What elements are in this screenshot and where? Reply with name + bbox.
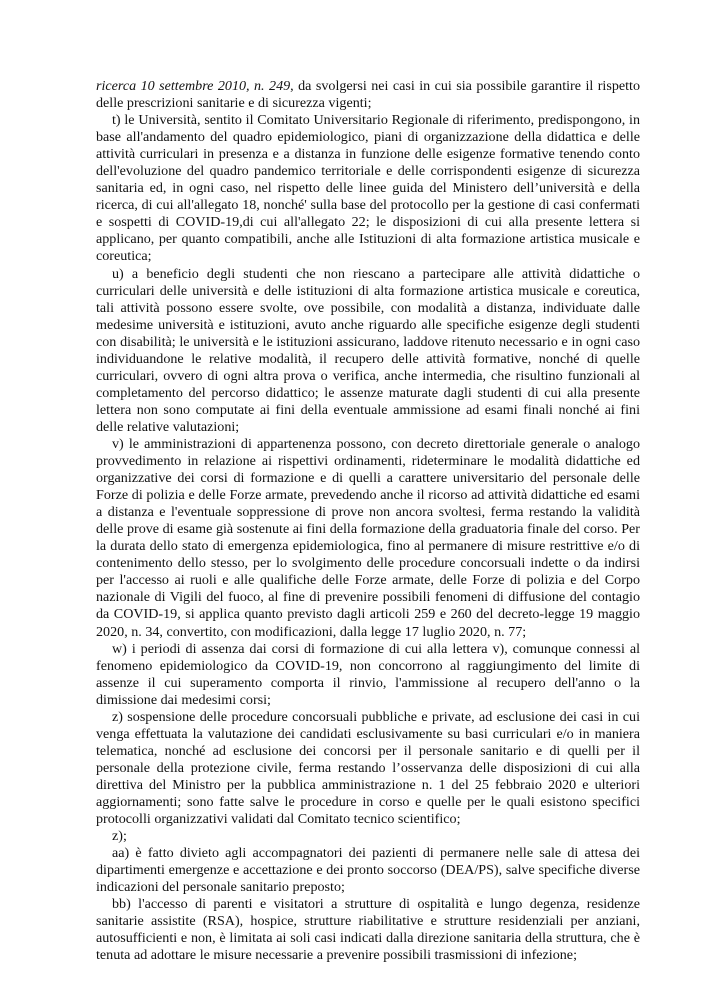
paragraph-z1: z) sospensione delle procedure concorsuali pubbliche e private, ad esclusione dei casi in cui venga effettuata la valutazione dei candidati esclusivamente su basi curriculari e/o in maniera telematica, nonché ad esclusione dei concorsi per il personale sanitario e di quelli per il personale della protezione civile, ferma restando l’osservanza delle disposizioni di cui alla direttiva del Ministro per la pubblica amministrazione n. 1 del 25 febbraio 2020 e ulteriori aggiornamenti; sono fatte salve le procedure in corso e quelle per le quali esistono specifici protocolli organizzativi validati dal Comitato tecnico scientifico;	[96, 708, 640, 828]
paragraph-continuation-text: , da svolgersi nei casi in cui sia possibile garantire il rispetto delle prescrizioni sanitarie e di sicurezza vigenti;	[96, 78, 640, 112]
paragraph-w: w) i periodi di assenza dai corsi di formazione di cui alla lettera v), comunque connessi al fenomeno epidemiologico da COVID-19, non concorrono al raggiungimento del limite di assenze il cui superamento comporta il rinvio, l'ammissione al recupero dell'anno o la dimissione dai medesimi corsi;	[96, 640, 640, 708]
paragraph-t: t) le Università, sentito il Comitato Universitario Regionale di riferimento, predispongono, in base all'andamento del quadro epidemiologico, piani di organizzazione della didattica e delle attività curriculari in presenza e a distanza in funzione delle esigenze formative tenendo conto dell'evoluzione del quadro pandemico territoriale e delle corrispondenti esigenze di sicurezza sanitaria ed, in ogni caso, nel rispetto delle linee guida del Ministero dell’università e della ricerca, di cui all'allegato 18, nonché' sulla base del protocollo per la gestione di casi confermati e sospetti di COVID-19,di cui all'allegato 22; le disposizioni di cui alla presente lettera si applicano, per quanto compatibili, anche alle Istituzioni di alta formazione artistica musicale e coreutica;	[96, 112, 640, 265]
document-page	[96, 78, 640, 964]
paragraph-z2: z);	[112, 828, 127, 845]
paragraph-v: v) le amministrazioni di appartenenza possono, con decreto direttoriale generale o analogo provvedimento in relazione ai rispettivi ordinamenti, rideterminare le modalità didattiche ed organizzative dei corsi di formazione e di quelli a carattere universitario del personale delle Forze di polizia e delle Forze armate, prevedendo anche il ricorso ad attività didattiche ed esami a distanza e l'eventuale soppressione di prove non ancora svoltesi, ferma restando la validità delle prove di esame già sostenute ai fini della formazione della graduatoria finale del corso. Per la durata dello stato di emergenza epidemiologica, fino al permanere di misure restrittive e/o di contenimento dello stesso, per lo svolgimento delle procedure concorsuali indette o da indirsi per l'accesso ai ruoli e alle qualifiche delle Forze armate, delle Forze di polizia e del Corpo nazionale di Vigili del fuoco, al fine di prevenire possibili fenomeni di diffusione del contagio da COVID-19, si applica quanto previsto dagli articoli 259 e 260 del decreto-legge 19 maggio 2020, n. 34, convertito, con modificazioni, dalla legge 17 luglio 2020, n. 77;	[96, 435, 640, 640]
paragraph-continuation	[96, 78, 640, 112]
paragraph-u: u) a beneficio degli studenti che non riescano a partecipare alle attività didattiche o curriculari delle università e delle istituzioni di alta formazione artistica musicale e coreutica, tali attività possono essere svolte, ove possibile, con modalità a distanza, individuate dalle medesime università e istituzioni, avuto anche riguardo alle specifiche esigenze degli studenti con disabilità; le università e le istituzioni assicurano, laddove ritenuto necessario e in ogni caso individuandone le relative modalità, il recupero delle attività formative, nonché di quelle curriculari, ovvero di ogni altra prova o verifica, anche intermedia, che risultino funzionali al completamento del percorso didattico; le assenze maturate dagli studenti di cui alla presente lettera non sono computate ai fini della eventuale ammissione ad esami finali nonché ai fini delle relative valutazioni;	[96, 265, 640, 435]
paragraph-aa: aa) è fatto divieto agli accompagnatori dei pazienti di permanere nelle sale di attesa dei dipartimenti emergenze e accettazione e dei pronto soccorso (DEA/PS), salve specifiche diverse indicazioni del personale sanitario preposto;	[96, 845, 640, 896]
paragraph-bb: bb) l'accesso di parenti e visitatori a strutture di ospitalità e lungo degenza, residenze sanitarie assistite (RSA), hospice, strutture riabilitative e strutture residenziali per anziani, autosufficienti e non, è limitata ai soli casi indicati dalla direzione sanitaria della struttura, che è tenuta ad adottare le misure necessarie a prevenire possibili trasmissioni di infezione;	[96, 896, 640, 964]
citation-italic: ricerca 10 settembre 2010, n. 249	[96, 78, 291, 94]
